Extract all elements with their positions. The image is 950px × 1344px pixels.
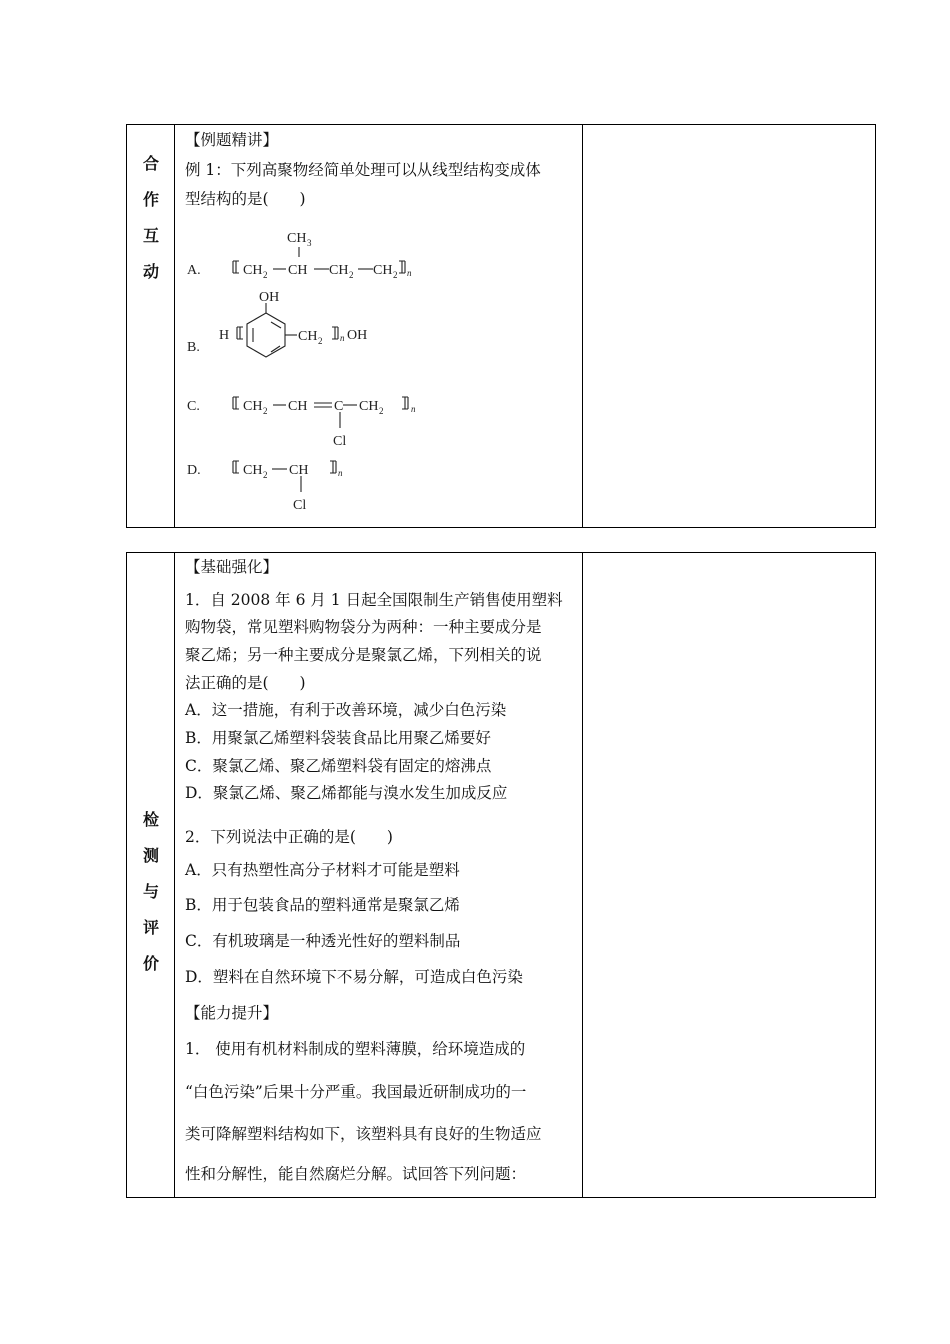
answer-option: D．聚氯乙烯、聚乙烯都能与溴水发生加成反应 <box>185 784 508 802</box>
label-char: 检 <box>142 810 159 829</box>
label-char: 与 <box>142 882 159 901</box>
formula-subscript: 2 <box>318 336 323 346</box>
notes-cell <box>583 553 875 1197</box>
label-char: 测 <box>142 846 159 865</box>
label-char: 互 <box>142 226 159 245</box>
formula-subscript: 2 <box>263 470 268 480</box>
structure-formulas <box>175 125 583 529</box>
option-letter: A. <box>187 263 201 278</box>
answer-option: A．只有热塑性高分子材料才可能是塑料 <box>185 861 460 879</box>
section-heading: 【能力提升】 <box>185 1004 279 1022</box>
option-letter: C. <box>187 399 200 414</box>
question-text: 法正确的是( ) <box>185 674 306 692</box>
formula-atom: CH <box>287 231 307 246</box>
formula-atom: CH <box>243 463 263 478</box>
question-text: 购物袋，常见塑料购物袋分为两种：一种主要成分是 <box>185 618 542 636</box>
label-char: 价 <box>142 954 159 973</box>
formula-subscript: n <box>338 468 343 478</box>
formula-atom: CH <box>288 399 308 414</box>
formula-atom: CH <box>298 329 318 344</box>
formula-atom: CH <box>243 399 263 414</box>
formula-atom: CH <box>359 399 379 414</box>
answer-option: D．塑料在自然环境下不易分解，可造成白色污染 <box>185 968 523 986</box>
section-label-assessment <box>127 553 175 1197</box>
label-char: 动 <box>142 262 159 281</box>
answer-option: C．有机玻璃是一种透光性好的塑料制品 <box>185 932 461 950</box>
formula-subscript: n <box>340 333 345 343</box>
section-label-cooperation <box>127 125 175 527</box>
formula-subscript: 3 <box>307 238 312 248</box>
formula-atom: OH <box>259 290 280 305</box>
answer-option: A．这一措施，有利于改善环境，减少白色污染 <box>185 701 507 719</box>
formula-atom: Cl <box>293 498 307 513</box>
formula-subscript: 2 <box>263 406 268 416</box>
formula-atom: CH <box>289 463 309 478</box>
formula-atom: C <box>334 399 344 414</box>
question-text: 1． 使用有机材料制成的塑料薄膜，给环境造成的 <box>185 1040 526 1058</box>
formula-subscript: 2 <box>379 406 384 416</box>
option-letter: B. <box>187 340 200 355</box>
formula-atom: Cl <box>333 434 347 449</box>
question-text: 型结构的是( ) <box>185 190 306 208</box>
formula-subscript: 2 <box>349 270 354 280</box>
example-content-cell <box>175 125 583 527</box>
formula-subscript: 2 <box>393 270 398 280</box>
formula-subscript: 2 <box>263 270 268 280</box>
notes-cell <box>583 125 875 527</box>
answer-option: B．用聚氯乙烯塑料袋装食品比用聚乙烯要好 <box>185 729 491 747</box>
label-char: 评 <box>142 918 159 937</box>
option-letter: D. <box>187 463 201 478</box>
question-text: 聚乙烯；另一种主要成分是聚氯乙烯，下列相关的说 <box>185 646 542 664</box>
formula-atom: CH <box>373 263 393 278</box>
question-text: “白色污染”后果十分严重。我国最近研制成功的一 <box>185 1083 527 1101</box>
formula-atom: OH <box>347 328 368 343</box>
question-text: 性和分解性，能自然腐烂分解。试回答下列问题： <box>185 1165 527 1183</box>
label-char: 合 <box>142 154 159 173</box>
formula-atom: CH <box>243 263 263 278</box>
formula-subscript: n <box>407 268 412 278</box>
label-char: 作 <box>142 190 159 209</box>
question-text: 2．下列说法中正确的是( ) <box>185 828 393 846</box>
answer-option: B．用于包装食品的塑料通常是聚氯乙烯 <box>185 896 460 914</box>
assessment-table <box>126 552 876 1198</box>
formula-atom: CH <box>329 263 349 278</box>
question-text: 1．自 2008 年 6 月 1 日起全国限制生产销售使用塑料 <box>185 591 563 609</box>
section-heading: 【例题精讲】 <box>185 131 279 149</box>
cooperation-table <box>126 124 876 528</box>
formula-atom: CH <box>288 263 308 278</box>
formula-atom: H <box>219 328 230 343</box>
question-text: 例 1：下列高聚物经简单处理可以从线型结构变成体 <box>185 161 541 179</box>
answer-option: C．聚氯乙烯、聚乙烯塑料袋有固定的熔沸点 <box>185 757 492 775</box>
exercise-content-cell <box>175 553 583 1197</box>
question-text: 类可降解塑料结构如下，该塑料具有良好的生物适应 <box>185 1125 542 1143</box>
section-heading: 【基础强化】 <box>185 558 279 576</box>
formula-subscript: n <box>411 404 416 414</box>
